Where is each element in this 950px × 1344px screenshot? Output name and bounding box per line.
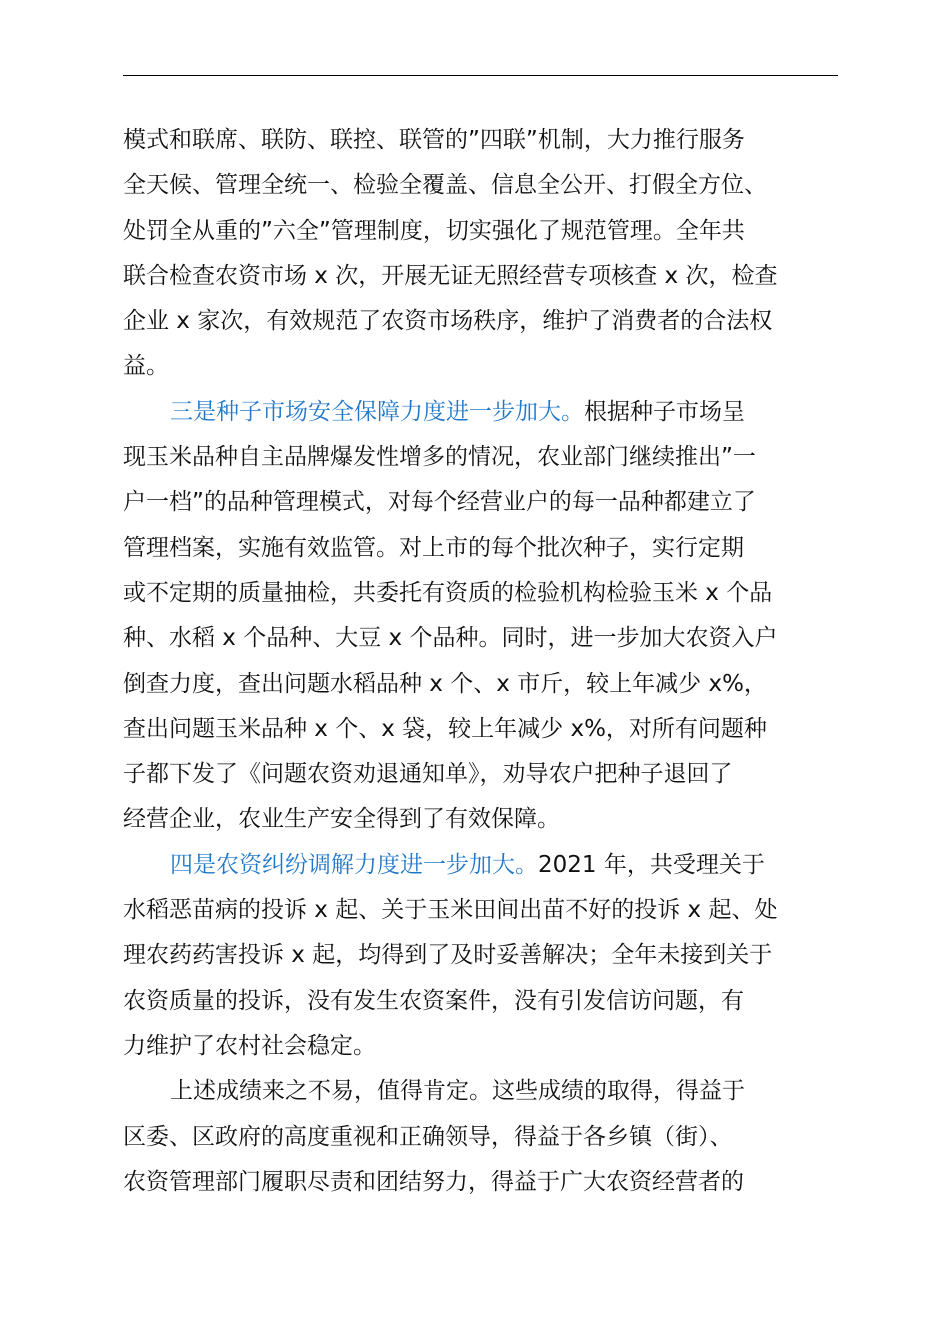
paragraph-1-line: 模式和联席、联防、联控、联管的”四联”机制，大力推行服务 (123, 127, 745, 153)
paragraph-3-line: 农资质量的投诉，没有发生农资案件，没有引发信访问题，有 (123, 987, 744, 1014)
paragraph-2-line: 经营企业，农业生产安全得到了有效保障。 (123, 806, 560, 833)
paragraph-1 (123, 118, 839, 390)
paragraph-2-first-line-text: 根据种子市场呈 (584, 398, 745, 425)
paragraph-3-first-line-text: 2021 年，共受理关于 (538, 851, 765, 878)
paragraph-1-line: 联合检查农资市场 x 次，开展无证无照经营专项核查 x 次，检查 (123, 262, 778, 289)
paragraph-2-line: 种、水稻 x 个品种、大豆 x 个品种。同时，进一步加大农资入户 (123, 625, 778, 652)
paragraph-4 (123, 1069, 839, 1205)
paragraph-2-line: 或不定期的质量抽检，共委托有资质的检验机构检验玉米 x 个品 (123, 579, 773, 606)
paragraph-3-first-line (123, 843, 886, 888)
paragraph-1-line: 处罚全从重的”六全”管理制度，切实强化了规范管理。全年共 (123, 217, 745, 244)
paragraph-2 (123, 390, 839, 843)
paragraph-3-line: 水稻恶苗病的投诉 x 起、关于玉米田间出苗不好的投诉 x 起、处 (123, 897, 778, 924)
paragraph-2-line: 倒查力度，查出问题水稻品种 x 个、x 市斤，较上年减少 x%， (123, 670, 767, 697)
paragraph-2-heading: 三是种子市场安全保障力度进一步加大。 (170, 398, 584, 425)
paragraph-3-line: 理农药药害投诉 x 起，均得到了及时妥善解决；全年未接到关于 (123, 942, 773, 969)
paragraph-4-line: 农资管理部门履职尽责和团结努力，得益于广大农资经营者的 (123, 1168, 744, 1195)
paragraph-2-line: 户一档”的品种管理模式，对每个经营业户的每一品种都建立了 (123, 489, 756, 516)
paragraph-2-line: 管理档案，实施有效监管。对上市的每个批次种子，实行定期 (123, 534, 744, 561)
paragraph-4-first-line: 上述成绩来之不易，值得肯定。这些成绩的取得，得益于 (170, 1078, 745, 1105)
paragraph-4-line: 区委、区政府的高度重视和正确领导，得益于各乡镇（街）、 (123, 1123, 733, 1150)
paragraph-1-line: 益。 (123, 353, 169, 380)
paragraph-2-line: 查出问题玉米品种 x 个、x 袋，较上年减少 x%，对所有问题种 (123, 715, 767, 742)
header-rule (123, 75, 838, 76)
paragraph-2-line: 现玉米品种自主品牌爆发性增多的情况，农业部门继续推出”一 (123, 444, 756, 471)
paragraph-3-heading: 四是农资纠纷调解力度进一步加大。 (170, 851, 538, 878)
paragraph-1-line: 全天候、管理全统一、检验全覆盖、信息全公开、打假全方位、 (123, 172, 767, 199)
paragraph-1-line: 企业 x 家次，有效规范了农资市场秩序，维护了消费者的合法权 (123, 308, 773, 335)
paragraph-2-line: 子都下发了《问题农资劝退通知单》，劝导农户把种子退回了 (123, 761, 733, 788)
paragraph-3 (123, 843, 839, 1069)
paragraph-3-line: 力维护了农村社会稳定。 (123, 1032, 376, 1059)
document-body (123, 118, 839, 1205)
paragraph-2-first-line (123, 390, 886, 435)
